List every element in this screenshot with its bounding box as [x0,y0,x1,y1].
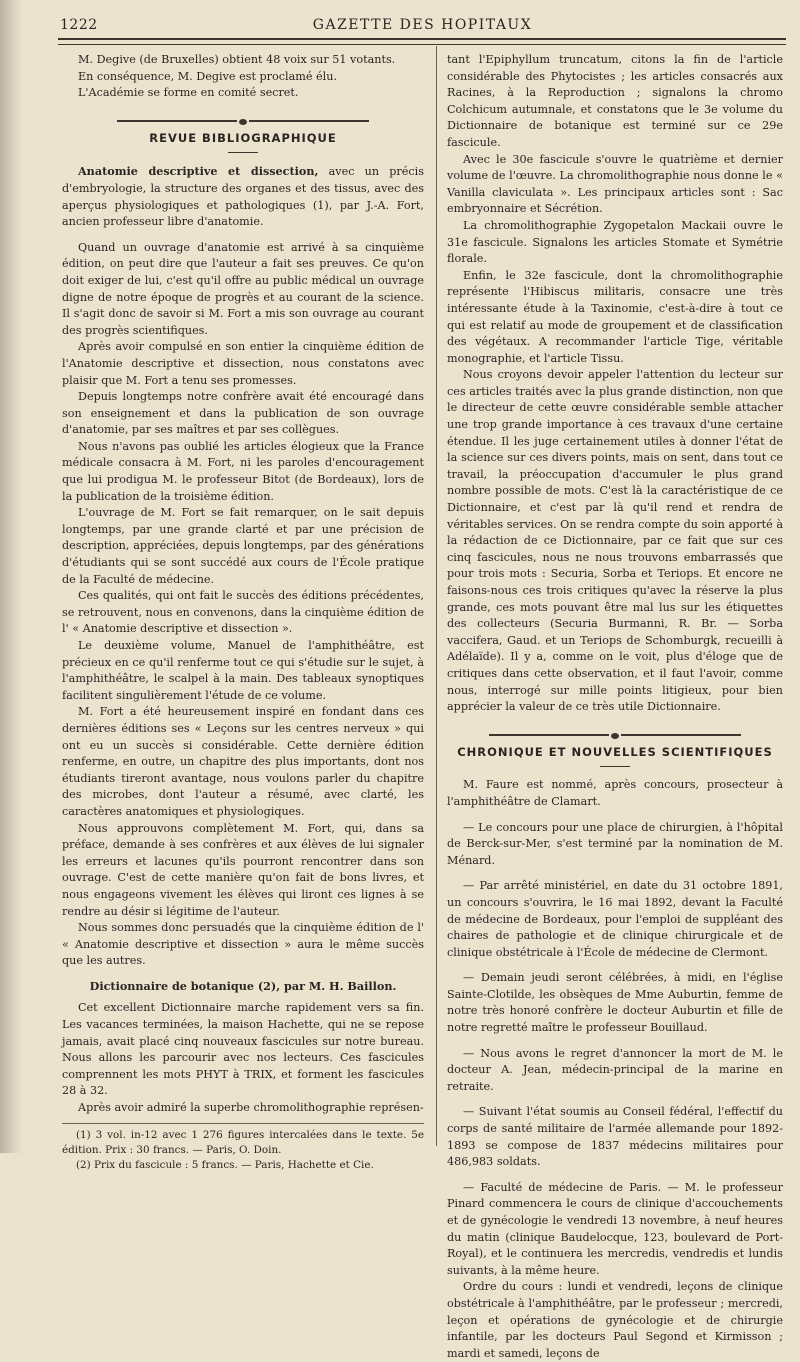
body-paragraph: Après avoir compulsé en son entier la cinquième édition de l'Anatomie descriptive et dissection, nous constatons avec plaisir que M. Fort a tenu ses promesses. [62,340,424,387]
section-title-revue: REVUE BIBLIOGRAPHIQUE [149,130,337,145]
body-paragraph: M. Fort a été heureusement inspiré en fondant dans ces dernières éditions ses « Leçons sur les centres nerveux » qui ont eu un succès si considérable. Cette dernière édition renferme, en outre, un chapitre des plus importants, dont nos étudiants tireront avantage, nous voulons parler du chapitre des microbes, dont l'auteur a résumé, avec clarté, les caractères anatomiques et physiologiques. [62,705,424,818]
body-paragraph: Cet excellent Dictionnaire marche rapidement vers sa fin. Les vacances terminées, la maison Hachette, qui ne se repose jamais, avait placé cinq nouveaux fascicules sur notre bureau. Nous allons les parcourir avec nos lecteurs. Ces fascicules comprennent les mots PHYT à TRIX, et forment les fascicules 28 à 32. [62,1001,424,1098]
short-rule [600,766,630,767]
body-paragraph: Nous croyons devoir appeler l'attention du lecteur sur ces articles traités avec la plus grande distinction, non que le directeur de cette œuvre considérable semble attacher une trop grande importance à ces travaux d'une certaine étendue. Il les juge certainement utiles à donner l'état de la science sur ces divers points, mais on sent, dans tout ce travail, la préoccupation d'accumuler le plus grand nombre possible de mots. C'est là la caractéristique de ce Dictionnaire, et c'est par là qu'il rend et rendra de véritables services. On se rendra compte du soin apporté à la rédaction de ce Dictionnaire, par ce fait que sur ces cinq fascicules, nous ne nous trouvons embarrassés que pour trois mots : Securia, Sorba et Teriops. Et encore ne faisons-nous ces trois critiques qu'avec la réserve la plus grande, ces mots pouvant être mal lus sur les étiquettes des collecteurs (Securia Burmanni, R. Br. — Sorba vaccifera, Gaud. et un Teriops de Schomburgk, recueilli à Adélaïde). Il y a, comme on le voit, plus d'éloge que de critiques dans cette observation, et il faut l'avoir, comme nous, interrogé sur mille points litigieux, pour bien apprécier la valeur de ce très utile Dictionnaire. [447,368,783,714]
news-item: M. Faure est nommé, après concours, prosecteur à l'amphithéâtre de Clamart. [447,778,783,808]
column-divider [436,46,437,1146]
body-paragraph: Quand un ouvrage d'anatomie est arrivé à sa cinquième édition, on peut dire que l'auteur a fait ses preuves. Ce qu'on doit exiger de lui, c'est qu'il offre au public médical un ouvrage digne de notre époque de progrès et au courant de la science. Il s'agit donc de savoir si M. Fort a mis son ouvrage au courant des progrès scientifiques. [62,240,424,337]
short-rule [228,152,258,153]
page-header [60,14,785,36]
news-item: Ordre du cours : lundi et vendredi, leçons de clinique obstétricale à l'amphithéâtre, par le professeur ; mercredi, leçon et opérations de gynécologie et de chirurgie infantile, par les docteurs Paul Segond et Kirmisson ; mardi et samedi, leçons de [447,1280,783,1360]
body-paragraph: Avec le 30e fascicule s'ouvre le quatrième et dernier volume de l'œuvre. La chromolithographie nous donne le « Vanilla claviculata ». Les principaux articles sont : Sac embryonnaire et Sécrétion. [447,152,783,216]
body-paragraph: L'ouvrage de M. Fort se fait remarquer, on le sait depuis longtemps, par une grande clarté et par une précision de description, appréciées, depuis longtemps, par des générations d'étudiants qui se sont succédé aux cours de l'École pratique de la Faculté de médecine. [62,506,424,586]
news-item: — Faculté de médecine de Paris. — M. le professeur Pinard commencera le cours de clinique d'accouchements et de gynécologie le vendredi 13 novembre, à neuf heures du matin (clinique Baudelocque, 123, boulevard de Port-Royal), et le continuera les mercredis, vendredis et lundis suivants, à la même heure. [447,1180,783,1277]
section-title-chronique: CHRONIQUE ET NOUVELLES SCIENTIFIQUES [457,744,773,759]
news-item: — Suivant l'état soumis au Conseil fédéral, l'effectif du corps de santé militaire de l'armée allemande pour 1892-1893 se compose de 1837 médecins militaires pour 486,983 soldats. [447,1105,783,1169]
body-paragraph: Après avoir admiré la superbe chromolithographie représen- [78,1101,424,1115]
body-paragraph: Nous sommes donc persuadés que la cinquième édition de l' « Anatomie descriptive et dissection » aura le même succès que les autres. [62,921,424,968]
anatomie-title: Anatomie descriptive et dissection, [78,164,319,179]
journal-title: GAZETTE DES HOPITAUX [312,17,533,33]
section-ornament [447,728,783,736]
intro-paragraph: M. Degive (de Bruxelles) obtient 48 voix sur 51 votants. [78,53,396,66]
news-item: — Le concours pour une place de chirurgien, à l'hôpital de Berck-sur-Mer, s'est terminé par la nomination de M. Ménard. [447,820,783,867]
body-paragraph: Ces qualités, qui ont fait le succès des éditions précédentes, se retrouvent, nous en convenons, dans la cinquième édition de l' « Anatomie descriptive et dissection ». [62,589,424,636]
body-paragraph: La chromolithographie Zygopetalon Mackaii ouvre le 31e fascicule. Signalons les articles Stomate et Symétrie florale. [447,218,783,266]
body-paragraph: Le deuxième volume, Manuel de l'amphithéâtre, est précieux en ce qu'il renferme tout ce qui s'étudie sur le sujet, à l'amphithéâtre, le scalpel à la main. Des tableaux synoptiques facilitent singulièrement l'étude de ce volume. [62,639,424,702]
footnotes [62,1123,424,1173]
left-column [62,52,424,1173]
news-item: — Par arrêté ministériel, en date du 31 octobre 1891, un concours s'ouvrira, le 16 mai 1892, devant la Faculté de médecine de Bordeaux, pour l'emploi de suppléant des chaires de pathologie et de clinique chirurgicale et de clinique obstétricale à l'École de médecine de Clermont. [447,879,783,959]
news-item: — Nous avons le regret d'annoncer la mort de M. le docteur A. Jean, médecin-principal de la marine en retraite. [447,1046,783,1093]
botanique-heading: Dictionnaire de botanique (2), par M. H. Baillon. [89,978,397,993]
anatomie-heading [62,163,424,230]
intro-paragraph: En conséquence, M. Degive est proclamé élu. [78,69,338,83]
footnote: (1) 3 vol. in-12 avec 1 276 figures intercalées dans le texte. 5e édition. Prix : 30 francs. — Paris, O. Doin. [62,1128,424,1156]
news-item: — Demain jeudi seront célébrées, à midi, en l'église Sainte-Clotilde, les obsèques de Mme Auburtin, femme de notre très honoré confrère le docteur Auburtin et fille de notre regretté maître le professeur Bouillaud. [447,971,783,1035]
body-paragraph: Nous n'avons pas oublié les articles élogieux que la France médicale consacra à M. Fort, ni les paroles d'encouragement que lui prodigua M. le professeur Bitot (de Bordeaux), lors de la publication de la troisième édition. [62,439,424,503]
page-number: 1222 [60,17,98,33]
footnote: (2) Prix du fascicule : 5 francs. — Paris, Hachette et Cie. [76,1158,374,1171]
body-paragraph: Enfin, le 32e fascicule, dont la chromolithographie représente l'Hibiscus militaris, consacre une très intéressante étude à la Taxinomie, c'est-à-dire à tout ce qui est relatif au mode de groupement et de classification des végétaux. A recommander l'article Tige, véritable monographie, et l'article Tissu. [447,268,783,365]
body-paragraph: Nous approuvons complètement M. Fort, qui, dans sa préface, demande à ses confrères et aux élèves de lui signaler les erreurs et lacunes qu'ils pourront rencontrer dans son ouvrage. C'est de cette manière qu'on fait de bons livres, et nous engageons vivement les élèves qui liront ces lignes à se rendre au désir si légitime de l'auteur. [62,821,424,918]
header-rule [58,38,786,45]
binding-edge [0,0,22,1153]
intro-paragraph: L'Académie se forme en comité secret. [78,86,299,100]
body-paragraph: Depuis longtemps notre confrère avait été encouragé dans son enseignement et dans la publication de son ouvrage d'anatomie, par ses maîtres et par ses collègues. [62,390,424,437]
right-column [447,52,783,1362]
section-ornament [62,114,424,122]
anatomie-description: avec un précis d'embryologie, la structure des organes et des tissus, avec des aperçus physiologiques et pathologiques (1), par J.-A. Fort, ancien professeur libre d'anatomie. [62,165,424,229]
body-paragraph: tant l'Epiphyllum truncatum, citons la fin de l'article considérable des Phytocistes ; les articles consacrés aux Racines, à la Reproduction ; signalons la chromo Colchicum autumnale, et constatons que le 3e volume du Dictionnaire de botanique est terminé sur ce 29e fascicule. [447,53,783,149]
